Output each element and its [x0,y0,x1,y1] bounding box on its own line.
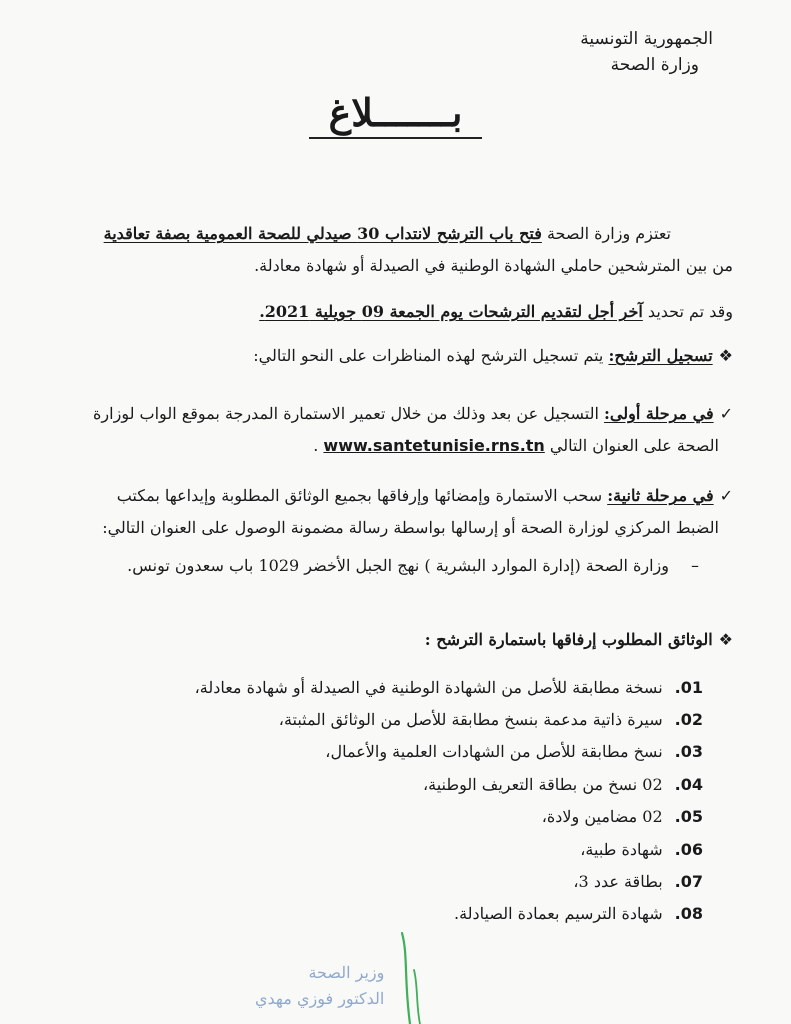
address-line [127,556,699,575]
diamond-bullet-icon: ❖ [718,630,733,649]
document-title [0,90,791,139]
item-text: بطاقة عدد 3، [573,872,663,891]
ministry-name: وزارة الصحة [610,55,699,75]
handwritten-signature-icon [380,925,440,1024]
phase1-line-1 [93,404,733,423]
phase2-line-1 [117,486,733,505]
intro-bold: لانتداب 30 صيدلي للصحة العمومية بصفة تعاقدية [103,224,437,243]
document-item [454,904,703,923]
item-number: .05 [674,807,703,826]
item-number: .03 [674,742,703,761]
item-number: .07 [674,872,703,891]
letterhead [580,26,713,78]
item-number: .02 [674,710,703,729]
deadline-prefix: وقد تم تحديد [642,302,733,321]
intro-text: تعتزم وزارة الصحة [541,224,671,243]
address-text: وزارة الصحة (إدارة الموارد البشرية ) نهج الجبل الأخضر 1029 باب سعدون تونس. [127,556,669,575]
registration-title: تسجيل الترشح: [608,346,713,365]
document-item [325,742,703,761]
deadline-date: آخر أجل لتقديم الترشحات يوم الجمعة 09 جويلية 2021. [259,302,643,321]
intro-line-1 [104,224,671,243]
document-item [423,775,703,794]
intro-line-2: من بين المترشحين حاملي الشهادة الوطنية في الصيدلة أو شهادة معادلة. [254,256,733,275]
dash-icon: – [691,556,699,575]
intro-underlined: فتح باب الترشح [436,224,542,243]
checkmark-icon: ✓ [719,486,733,505]
phase2-label: في مرحلة ثانية: [607,486,714,505]
phase1-label: في مرحلة أولى: [604,404,714,423]
document-item [580,840,703,859]
item-number: .08 [674,904,703,923]
item-number: .04 [674,775,703,794]
phase1-text-2: الصحة على العنوان التالي [544,436,719,455]
item-number: .06 [674,840,703,859]
minister-signature-block [255,960,384,1012]
phase1-text: التسجيل عن بعد وذلك من خلال تعمير الاستمارة المدرجة بموقع الواب لوزارة [93,404,605,423]
minister-title: وزير الصحة [308,963,385,982]
title-text: بـــــــلاغ [309,90,483,139]
document-item [279,710,703,729]
item-text: نسخة مطابقة للأصل من الشهادة الوطنية في الصيدلة أو شهادة معادلة، [194,678,663,697]
documents-heading [425,630,733,649]
phase1-end: . [313,436,324,455]
country-name: الجمهورية التونسية [580,29,713,49]
phase1-line-2 [313,436,719,455]
item-text: 02 نسخ من بطاقة التعريف الوطنية، [422,775,663,794]
item-text: نسخ مطابقة للأصل من الشهادات العلمية والأعمال، [325,742,663,761]
document-item [542,807,703,826]
phase2-line-2: الضبط المركزي لوزارة الصحة أو إرسالها بواسطة رسالة مضمونة الوصول على العنوان التالي: [102,518,719,537]
diamond-bullet-icon: ❖ [718,346,733,365]
website-link[interactable]: www.santetunisie.rns.tn [323,436,545,455]
item-text: شهادة طبية، [580,840,663,859]
documents-title: الوثائق المطلوب إرفاقها باستمارة الترشح : [424,630,713,649]
checkmark-icon: ✓ [719,404,733,423]
deadline-line [259,302,733,321]
minister-name: الدكتور فوزي مهدي [255,989,385,1008]
document-item [573,872,703,891]
phase2-text: سحب الاستمارة وإمضائها وإرفاقها بجميع الوثائق المطلوبة وإيداعها بمكتب [116,486,608,505]
item-text: سيرة ذاتية مدعمة بنسخ مطابقة للأصل من الوثائق المثبتة، [278,710,663,729]
item-text: 02 مضامين ولادة، [541,807,663,826]
item-text: شهادة الترسيم بعمادة الصيادلة. [454,904,663,923]
registration-heading [253,346,733,365]
item-number: .01 [674,678,703,697]
registration-text: يتم تسجيل الترشح لهذه المناظرات على النحو التالي: [253,346,609,365]
document-item [195,678,703,697]
